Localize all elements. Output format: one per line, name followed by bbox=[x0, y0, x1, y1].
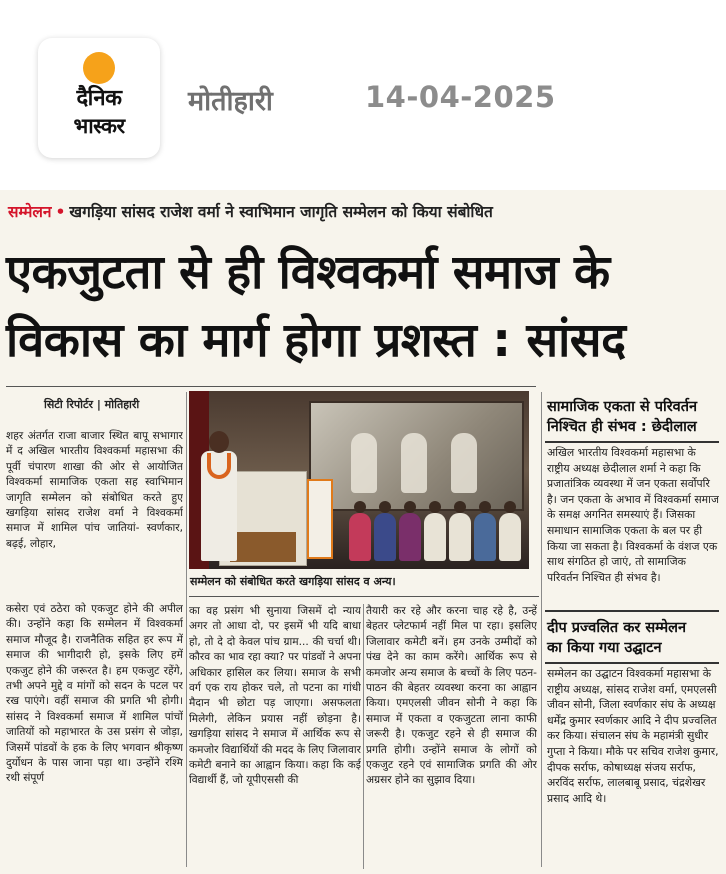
headline-line-2: विकास का मार्ग होगा प्रशस्त : सांसद bbox=[6, 313, 626, 368]
event-photo bbox=[189, 391, 529, 569]
speaker-head bbox=[209, 431, 229, 453]
body-column-1-bottom: कसेरा एवं ठठेरा को एकजुट होने की अपील की। उन्होंने कहा कि सम्मेलन में विश्वकर्मा समाज मौजूद है। राजनैतिक सहित हर रूप में समाज की भागीदारी हो, इसके लिए हमें एकजुट होने की जरूरत है। हम एकजुट रहेंगे, तभी अपने मुद्दे व मांगों को सदन के पटल पर रख पाएंगे। वहीं समाज की प्रगति भी होगी। सांसद ने विश्वकर्मा समाज में शामिल पांचों जातियों को महाभारत के उस प्रसंग से जोड़ा, जिसमें पांडवों के हक के लिए भगवान श्रीकृष्ण दुर्योधन के पास जाना पड़ा था। उन्होंने रश्मि रथी संपूर्ण bbox=[6, 603, 183, 785]
stage-banner bbox=[307, 479, 333, 559]
sidebar-box1-title-line1: सामाजिक एकता से परिवर्तन bbox=[547, 399, 698, 415]
kicker bbox=[8, 200, 493, 222]
guest-figure bbox=[499, 513, 521, 561]
city-name: मोतीहारी bbox=[188, 86, 273, 117]
guest-figure bbox=[474, 513, 496, 561]
guest-figure bbox=[424, 513, 446, 561]
headline-divider bbox=[6, 386, 536, 387]
podium-front bbox=[230, 532, 296, 562]
guest-figure bbox=[449, 513, 471, 561]
screen-figure bbox=[401, 433, 427, 493]
garland-shape bbox=[207, 453, 231, 479]
sun-logo-icon bbox=[83, 52, 115, 84]
logo-text-dainik: दैनिक bbox=[76, 86, 122, 111]
guest-figure bbox=[399, 513, 421, 561]
screen-figure bbox=[451, 433, 477, 493]
projection-screen bbox=[309, 401, 524, 511]
photo-caption: सम्मेलन को संबोधित करते खगड़िया सांसद व अन्य। bbox=[190, 575, 396, 588]
body-column-1-top: शहर अंतर्गत राजा बाजार स्थित बापू सभागार में द अखिल भारतीय विश्वकर्मा महासभा की पूर्वी चंपारण शाखा की ओर से आयोजित विश्वकर्मा सामाजिक एकता सह स्वाभिमान जागृति सम्मेलन को संबोधित करते हुए खगड़िया सांसद राजेश वर्मा ने विश्वकर्मा समाज में शामिल पांच जातियां- स्वर्णकार, बढ़ई, लोहार, bbox=[6, 430, 183, 550]
column-divider bbox=[541, 392, 542, 867]
body-column-2: का वह प्रसंग भी सुनाया जिसमें दो न्याय अगर तो आधा दो, पर इसमें भी यदि बाधा हो, तो दे दो केवल पांच ग्राम... की चर्चा थी। कौरव का भाव रहा क्या? पर पांडवों ने अपना अधिकार हासिल कर लिया। समाज के सभी वर्ग एक राय होकर चले, तो पटना का गांधी मैदान भी छोटा पड़ जाएगा। असफलता मिलेगी, लेकिन प्रयास नहीं छोड़ना है। खगड़िया सांसद ने समाज में आर्थिक रूप से कमजोर विद्यार्थियों की मदद के लिए जिलावार कमेटी बनाने का आह्वान किया। कहा कि कई विद्यार्थी हैं, जो यूपीएससी की bbox=[189, 605, 361, 787]
headline-line-1: एकजुटता से ही विश्वकर्मा समाज के bbox=[6, 245, 610, 300]
column-divider bbox=[186, 392, 187, 867]
kicker-bullet: • bbox=[55, 203, 66, 221]
kicker-label: सम्मेलन bbox=[8, 203, 52, 221]
sidebar-separator bbox=[545, 610, 719, 612]
byline: सिटी रिपोर्टर | मोतिहारी bbox=[44, 398, 140, 411]
sidebar-box1-body: अखिल भारतीय विश्वकर्मा महासभा के राष्ट्रीय अध्यक्ष छेदीलाल शर्मा ने कहा कि प्रजातांत्रिक व्यवस्था में जन एकता सर्वोपरि है। जन एकता के अभाव में विश्वकर्मा समाज के समक्ष अगनित समस्याएं हैं। जिसका समाधान सामाजिक एकता के बल पर ही किया जा सकता है। विश्वकर्मा के वंशज एक साथ संगठित हो जाएं, तो सामाजिक परिवर्तन निश्चित ही संभव है। bbox=[547, 446, 719, 584]
sidebar-box2-divider bbox=[545, 662, 719, 664]
logo-text-bhaskar: भास्कर bbox=[73, 114, 125, 138]
sidebar-box2-title-line2: का किया गया उद्घाटन bbox=[547, 640, 662, 656]
sidebar-box1-title-line2: निश्चित ही संभव : छेदीलाल bbox=[547, 419, 697, 435]
kicker-text: खगड़िया सांसद राजेश वर्मा ने स्वाभिमान जागृति सम्मेलन को किया संबोधित bbox=[69, 203, 493, 221]
speaker-figure bbox=[199, 431, 237, 561]
column-divider bbox=[363, 604, 364, 869]
sidebar-box2-body: सम्मेलन का उद्घाटन विश्वकर्मा महासभा के राष्ट्रीय अध्यक्ष, सांसद राजेश वर्मा, एमएलसी जीवन सोनी, जिला स्वर्णकार संघ के अध्यक्ष धर्मेंद्र कुमार स्वर्णकार आदि ने दीप प्रज्वलित कर किया। संचालन संघ के महामंत्री सुधीर गुप्ता ने किया। मौके पर सचिव राजेश कुमार, दीपक सर्राफ, कोषाध्यक्ष संजय सर्राफ, अरविंद सर्राफ, लालबाबू प्रसाद, चंद्रशेखर प्रसाद आदि थे। bbox=[547, 667, 719, 805]
sidebar-box2-title-line1: दीप प्रज्वलित कर सम्मेलन bbox=[547, 620, 687, 636]
guest-figure bbox=[349, 513, 371, 561]
body-column-3: तैयारी कर रहे और करना चाह रहे है, उन्हें बेहतर प्लेटफार्म नहीं मिल पा रहा। इसलिए जिलावार कमेटी बनें। हम उनके उम्मीदों को पंख देने का काम करेंगे। आर्थिक रूप से कमजोर अन्य समाज के बच्चों के लिए पठन-पाठन की बेहतर व्यवस्था करना का आह्वान किया। एमएलसी जीवन सोनी ने कहा कि समाज में एकता व एकजुटता लाना काफी जरूरी है। एकजुट रहने से ही समाज की प्रगति होगी। उन्होंने समाज के लोगों को एकजुट रहने एवं सामाजिक प्रगति की ओर अग्रसर होने का सुझाव दिया। bbox=[366, 605, 537, 787]
dainik-bhaskar-logo bbox=[38, 38, 160, 158]
sidebar-box1-divider bbox=[545, 441, 719, 443]
guest-figure bbox=[374, 513, 396, 561]
caption-divider bbox=[189, 596, 539, 597]
edition-date: 14-04-2025 bbox=[365, 80, 556, 114]
screen-figure bbox=[351, 433, 377, 493]
